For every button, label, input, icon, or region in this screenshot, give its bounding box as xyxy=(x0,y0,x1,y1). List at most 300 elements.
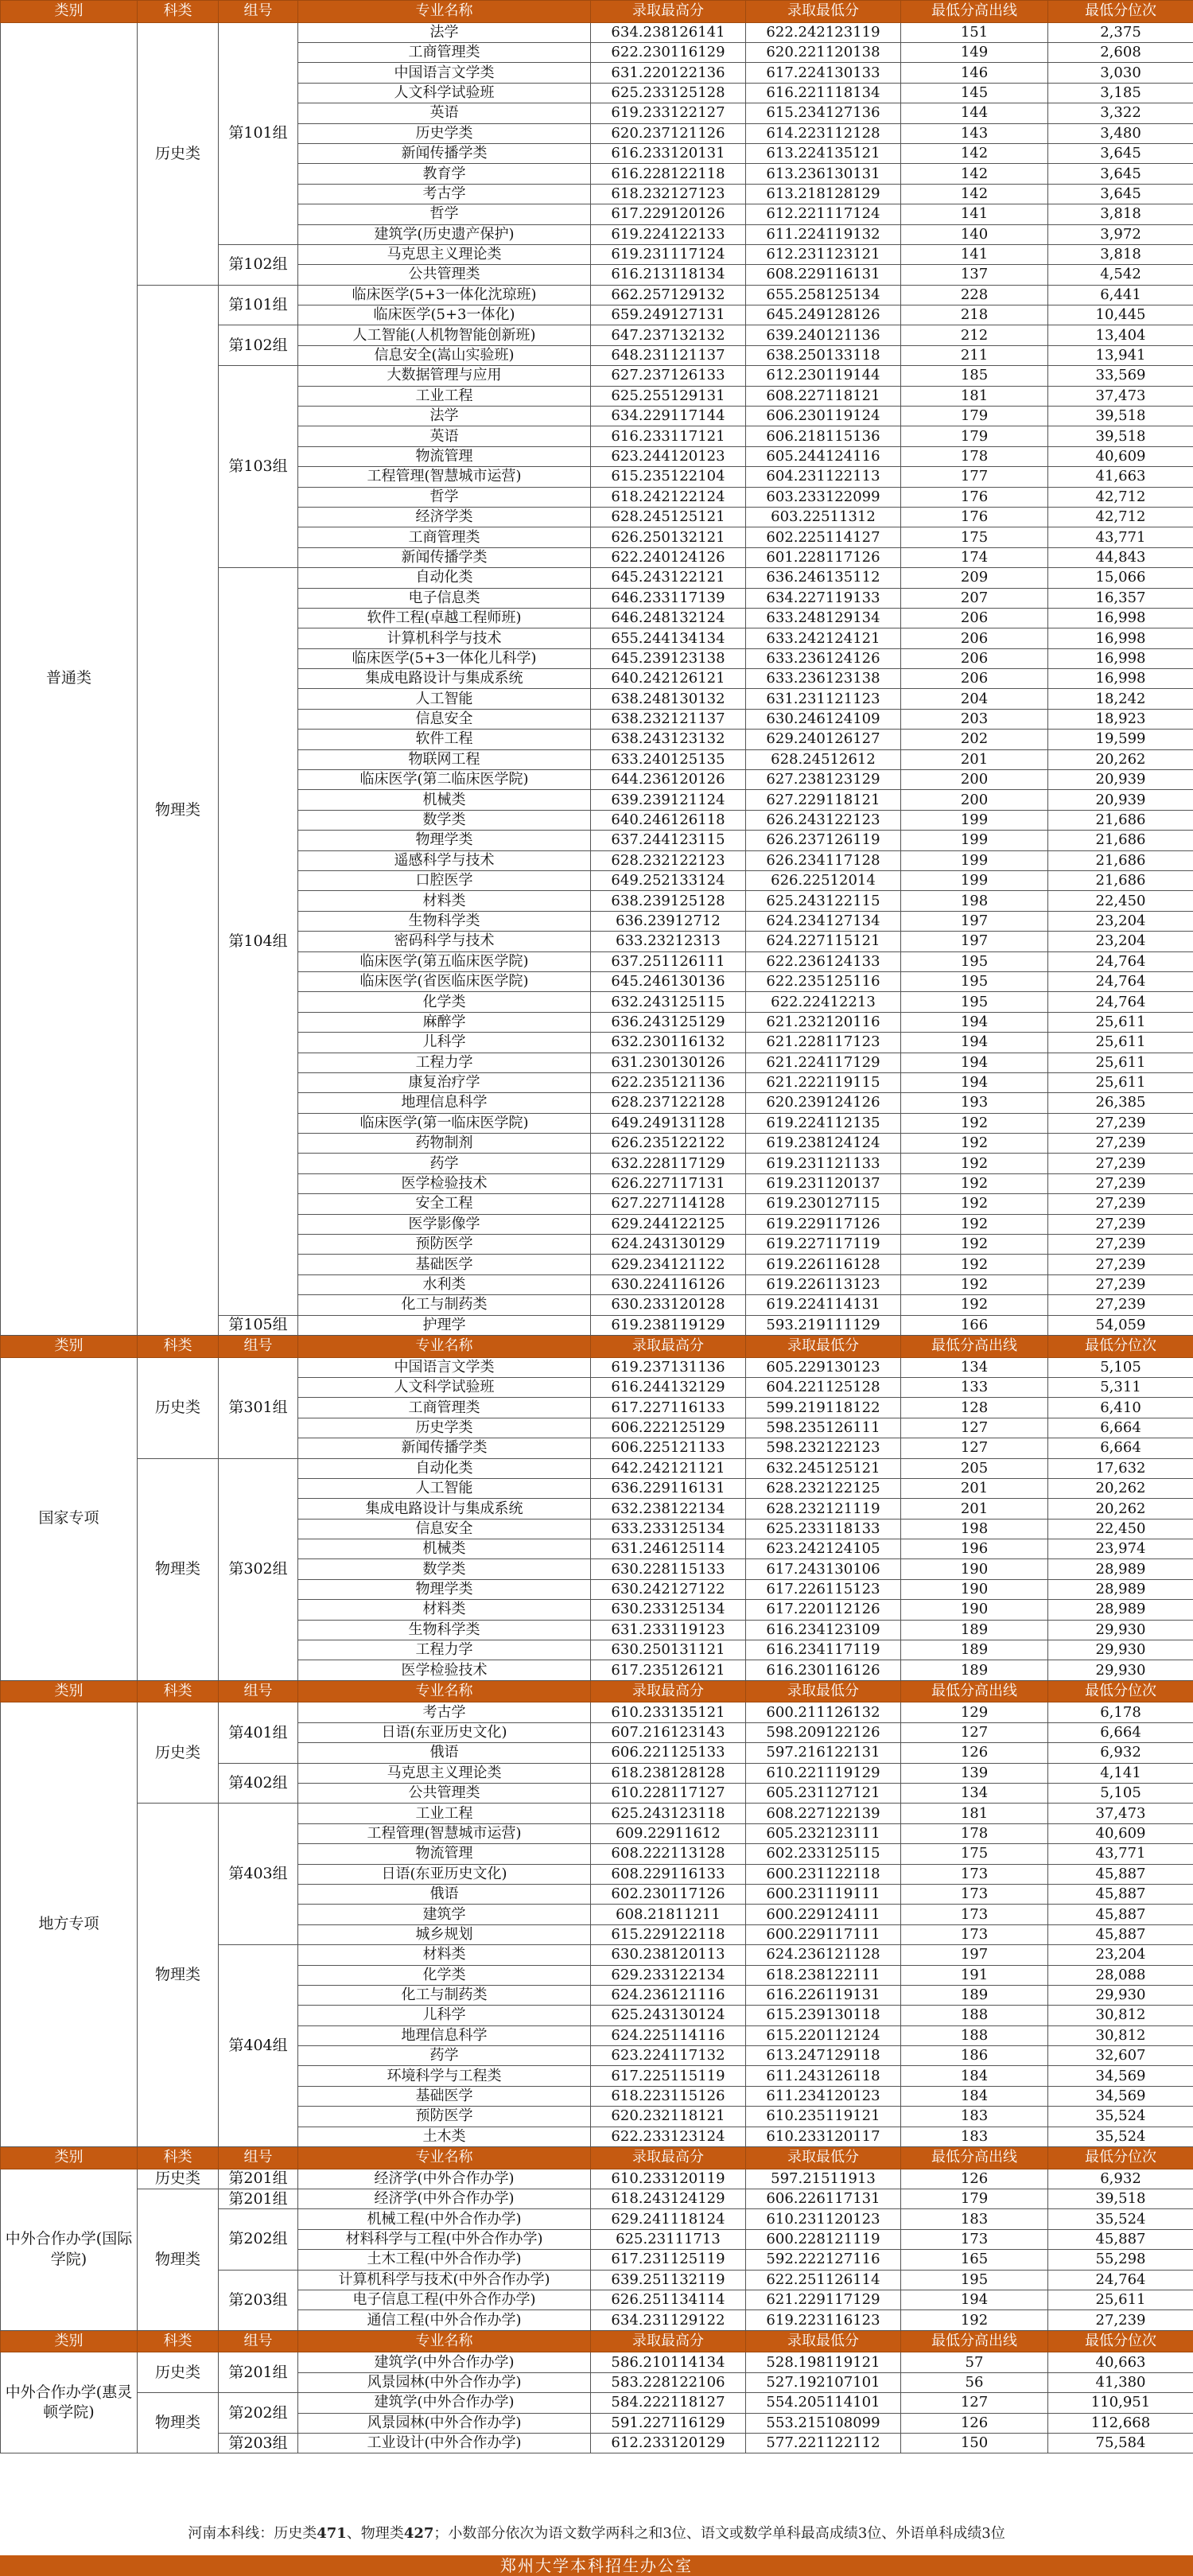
major-name-cell: 物理学类 xyxy=(298,1579,591,1599)
max-score-cell: 631.230130126 xyxy=(591,1053,746,1072)
min-rank-cell: 10,445 xyxy=(1048,305,1193,325)
column-header: 科类 xyxy=(138,1335,219,1357)
major-name-cell: 工程力学 xyxy=(298,1053,591,1072)
max-score-cell: 640.242126121 xyxy=(591,669,746,689)
min-score-cell: 621.222119115 xyxy=(746,1072,901,1092)
min-score-cell: 626.237126119 xyxy=(746,831,901,850)
max-score-cell: 626.251134114 xyxy=(591,2290,746,2309)
subject-cell: 物理类 xyxy=(138,2393,219,2453)
max-score-cell: 634.229117144 xyxy=(591,407,746,426)
max-score-cell: 622.240124126 xyxy=(591,547,746,567)
min-rank-cell: 35,524 xyxy=(1048,2127,1193,2146)
major-name-cell: 工业工程 xyxy=(298,386,591,406)
column-header: 组号 xyxy=(219,2330,298,2352)
max-score-cell: 617.235126121 xyxy=(591,1660,746,1680)
above-line-cell: 176 xyxy=(901,487,1048,507)
above-line-cell: 140 xyxy=(901,224,1048,244)
min-rank-cell: 28,989 xyxy=(1048,1579,1193,1599)
min-rank-cell: 27,239 xyxy=(1048,1235,1193,1255)
min-score-cell: 615.220112124 xyxy=(746,2025,901,2045)
group-cell: 第201组 xyxy=(219,2169,298,2189)
group-cell: 第102组 xyxy=(219,244,298,285)
min-rank-cell: 27,239 xyxy=(1048,1194,1193,1214)
max-score-cell: 637.244123115 xyxy=(591,831,746,850)
min-rank-cell: 27,239 xyxy=(1048,2310,1193,2330)
min-score-cell: 622.242123119 xyxy=(746,22,901,42)
major-name-cell: 地理信息科学 xyxy=(298,1093,591,1113)
max-score-cell: 618.232127123 xyxy=(591,184,746,204)
major-name-cell: 新闻传播学类 xyxy=(298,547,591,567)
min-rank-cell: 20,262 xyxy=(1048,749,1193,769)
max-score-cell: 619.224122133 xyxy=(591,224,746,244)
major-name-cell: 历史学类 xyxy=(298,123,591,143)
min-rank-cell: 30,812 xyxy=(1048,2025,1193,2045)
major-name-cell: 化学类 xyxy=(298,992,591,1012)
column-header: 录取最低分 xyxy=(746,2330,901,2352)
column-header: 专业名称 xyxy=(298,1,591,23)
subject-cell: 物理类 xyxy=(138,285,219,1335)
min-rank-cell: 6,932 xyxy=(1048,2169,1193,2189)
max-score-cell: 620.237121126 xyxy=(591,123,746,143)
score-note: 河南本科线：历史类471、物理类427；小数部分依次为语文数学两科之和3位、语文或数学单科最高成绩3位、外语单科成绩3位 xyxy=(188,2525,1005,2542)
max-score-cell: 636.229116131 xyxy=(591,1478,746,1498)
min-score-cell: 618.238122111 xyxy=(746,1965,901,1985)
min-rank-cell: 28,989 xyxy=(1048,1559,1193,1579)
min-rank-cell: 15,066 xyxy=(1048,568,1193,588)
min-score-cell: 603.233122099 xyxy=(746,487,901,507)
min-score-cell: 613.224135121 xyxy=(746,143,901,163)
above-line-cell: 201 xyxy=(901,749,1048,769)
max-score-cell: 639.251132119 xyxy=(591,2270,746,2290)
min-rank-cell: 27,239 xyxy=(1048,1134,1193,1154)
column-header: 最低分高出线 xyxy=(901,1335,1048,1357)
above-line-cell: 191 xyxy=(901,1965,1048,1985)
major-name-cell: 风景园林(中外合作办学) xyxy=(298,2372,591,2392)
major-name-cell: 自动化类 xyxy=(298,568,591,588)
max-score-cell: 616.233120131 xyxy=(591,143,746,163)
min-rank-cell: 3,480 xyxy=(1048,123,1193,143)
major-name-cell: 公共管理类 xyxy=(298,1783,591,1803)
min-rank-cell: 43,771 xyxy=(1048,527,1193,547)
major-name-cell: 英语 xyxy=(298,426,591,446)
max-score-cell: 648.231121137 xyxy=(591,345,746,365)
major-name-cell: 基础医学 xyxy=(298,1255,591,1274)
category-cell: 地方专项 xyxy=(1,1702,138,2147)
above-line-cell: 166 xyxy=(901,1315,1048,1335)
major-name-cell: 预防医学 xyxy=(298,1235,591,1255)
max-score-cell: 625.255129131 xyxy=(591,386,746,406)
max-score-cell: 583.228122106 xyxy=(591,2372,746,2392)
subject-cell: 历史类 xyxy=(138,2352,219,2393)
min-score-cell: 622.251126114 xyxy=(746,2270,901,2290)
major-name-cell: 建筑学(历史遗产保护) xyxy=(298,224,591,244)
min-rank-cell: 45,887 xyxy=(1048,2229,1193,2249)
min-rank-cell: 22,450 xyxy=(1048,1519,1193,1539)
above-line-cell: 205 xyxy=(901,1458,1048,1478)
min-score-cell: 593.219111129 xyxy=(746,1315,901,1335)
max-score-cell: 608.229116133 xyxy=(591,1864,746,1884)
above-line-cell: 183 xyxy=(901,2127,1048,2146)
major-name-cell: 物联网工程 xyxy=(298,749,591,769)
max-score-cell: 642.242121121 xyxy=(591,1458,746,1478)
above-line-cell: 201 xyxy=(901,1478,1048,1498)
max-score-cell: 649.249131128 xyxy=(591,1113,746,1133)
subject-cell: 物理类 xyxy=(138,1458,219,1680)
above-line-cell: 199 xyxy=(901,810,1048,830)
min-score-cell: 610.221119129 xyxy=(746,1763,901,1783)
group-cell: 第201组 xyxy=(219,2352,298,2393)
min-score-cell: 616.221118134 xyxy=(746,83,901,103)
max-score-cell: 630.224116126 xyxy=(591,1274,746,1294)
column-header: 组号 xyxy=(219,1335,298,1357)
above-line-cell: 201 xyxy=(901,1499,1048,1519)
max-score-cell: 645.243122121 xyxy=(591,568,746,588)
above-line-cell: 188 xyxy=(901,2006,1048,2025)
min-score-cell: 616.226119131 xyxy=(746,1985,901,2005)
above-line-cell: 165 xyxy=(901,2250,1048,2270)
above-line-cell: 206 xyxy=(901,628,1048,648)
min-score-cell: 619.231120137 xyxy=(746,1173,901,1193)
table-header-row xyxy=(1,2330,1193,2352)
group-cell: 第101组 xyxy=(219,22,298,244)
major-name-cell: 口腔医学 xyxy=(298,871,591,891)
min-rank-cell: 6,664 xyxy=(1048,1722,1193,1742)
above-line-cell: 149 xyxy=(901,42,1048,62)
above-line-cell: 150 xyxy=(901,2433,1048,2453)
min-score-cell: 629.240126127 xyxy=(746,730,901,749)
max-score-cell: 646.248132124 xyxy=(591,608,746,628)
max-score-cell: 615.235122104 xyxy=(591,467,746,487)
min-score-cell: 592.222127116 xyxy=(746,2250,901,2270)
min-rank-cell: 24,764 xyxy=(1048,951,1193,971)
above-line-cell: 198 xyxy=(901,891,1048,911)
min-score-cell: 616.234117119 xyxy=(746,1640,901,1660)
max-score-cell: 628.232122123 xyxy=(591,850,746,870)
above-line-cell: 173 xyxy=(901,1905,1048,1924)
max-score-cell: 632.243125115 xyxy=(591,992,746,1012)
column-header: 录取最高分 xyxy=(591,1,746,23)
max-score-cell: 622.233123124 xyxy=(591,2127,746,2146)
major-name-cell: 密码科学与技术 xyxy=(298,932,591,951)
min-rank-cell: 28,088 xyxy=(1048,1965,1193,1985)
min-rank-cell: 42,712 xyxy=(1048,487,1193,507)
major-name-cell: 新闻传播学类 xyxy=(298,1438,591,1458)
min-rank-cell: 39,518 xyxy=(1048,426,1193,446)
min-score-cell: 611.234120123 xyxy=(746,2086,901,2106)
min-rank-cell: 39,518 xyxy=(1048,2189,1193,2209)
max-score-cell: 647.237132132 xyxy=(591,325,746,345)
min-rank-cell: 35,524 xyxy=(1048,2209,1193,2229)
max-score-cell: 629.233122134 xyxy=(591,1965,746,1985)
major-name-cell: 安全工程 xyxy=(298,1194,591,1214)
group-cell: 第101组 xyxy=(219,285,298,325)
column-header: 类别 xyxy=(1,2330,138,2352)
min-score-cell: 622.235125116 xyxy=(746,971,901,991)
above-line-cell: 194 xyxy=(901,2290,1048,2309)
column-header: 最低分位次 xyxy=(1048,2147,1193,2169)
above-line-cell: 129 xyxy=(901,1702,1048,1722)
major-name-cell: 临床医学(第二临床医学院) xyxy=(298,770,591,790)
above-line-cell: 207 xyxy=(901,588,1048,608)
footer-banner: 郑州大学本科招生办公室 xyxy=(0,2555,1193,2576)
above-line-cell: 190 xyxy=(901,1559,1048,1579)
major-name-cell: 集成电路设计与集成系统 xyxy=(298,669,591,689)
above-line-cell: 56 xyxy=(901,2372,1048,2392)
major-name-cell: 机械工程(中外合作办学) xyxy=(298,2209,591,2229)
above-line-cell: 189 xyxy=(901,1620,1048,1640)
min-rank-cell: 33,569 xyxy=(1048,366,1193,386)
major-name-cell: 哲学 xyxy=(298,487,591,507)
group-cell: 第401组 xyxy=(219,1702,298,1763)
max-score-cell: 638.248130132 xyxy=(591,689,746,709)
table-row xyxy=(1,2393,1193,2413)
subject-cell: 物理类 xyxy=(138,2189,219,2331)
min-score-cell: 612.231123121 xyxy=(746,244,901,264)
column-header: 类别 xyxy=(1,1335,138,1357)
column-header: 专业名称 xyxy=(298,1680,591,1702)
above-line-cell: 126 xyxy=(901,2413,1048,2433)
above-line-cell: 206 xyxy=(901,669,1048,689)
min-score-cell: 628.24512612 xyxy=(746,749,901,769)
max-score-cell: 625.23111713 xyxy=(591,2229,746,2249)
min-score-cell: 616.234123109 xyxy=(746,1620,901,1640)
above-line-cell: 192 xyxy=(901,1274,1048,1294)
min-score-cell: 577.221122112 xyxy=(746,2433,901,2453)
column-header: 专业名称 xyxy=(298,2330,591,2352)
min-score-cell: 619.230127115 xyxy=(746,1194,901,1214)
max-score-cell: 633.233125134 xyxy=(591,1519,746,1539)
major-name-cell: 临床医学(5+3一体化) xyxy=(298,305,591,325)
min-rank-cell: 40,663 xyxy=(1048,2352,1193,2372)
min-score-cell: 636.246135112 xyxy=(746,568,901,588)
column-header: 录取最高分 xyxy=(591,1335,746,1357)
major-name-cell: 建筑学(中外合作办学) xyxy=(298,2352,591,2372)
min-rank-cell: 27,239 xyxy=(1048,1214,1193,1234)
subject-cell: 历史类 xyxy=(138,1357,219,1458)
major-name-cell: 药学 xyxy=(298,1154,591,1173)
major-name-cell: 经济学(中外合作办学) xyxy=(298,2189,591,2209)
above-line-cell: 199 xyxy=(901,831,1048,850)
group-cell: 第102组 xyxy=(219,325,298,366)
above-line-cell: 206 xyxy=(901,608,1048,628)
major-name-cell: 医学影像学 xyxy=(298,1214,591,1234)
above-line-cell: 188 xyxy=(901,2025,1048,2045)
major-name-cell: 地理信息科学 xyxy=(298,2025,591,2045)
min-rank-cell: 20,262 xyxy=(1048,1499,1193,1519)
group-cell: 第202组 xyxy=(219,2209,298,2270)
above-line-cell: 183 xyxy=(901,2209,1048,2229)
min-score-cell: 613.218128129 xyxy=(746,184,901,204)
min-rank-cell: 27,239 xyxy=(1048,1274,1193,1294)
min-score-cell: 626.243122123 xyxy=(746,810,901,830)
min-rank-cell: 26,385 xyxy=(1048,1093,1193,1113)
table-row xyxy=(1,2352,1193,2372)
max-score-cell: 612.233120129 xyxy=(591,2433,746,2453)
max-score-cell: 602.230117126 xyxy=(591,1884,746,1904)
min-rank-cell: 21,686 xyxy=(1048,831,1193,850)
max-score-cell: 625.243123118 xyxy=(591,1804,746,1823)
min-rank-cell: 6,664 xyxy=(1048,1418,1193,1438)
above-line-cell: 173 xyxy=(901,1864,1048,1884)
max-score-cell: 630.238120113 xyxy=(591,1945,746,1965)
min-score-cell: 615.239130118 xyxy=(746,2006,901,2025)
table-header-row xyxy=(1,1335,1193,1357)
above-line-cell: 194 xyxy=(901,1053,1048,1072)
min-score-cell: 606.226117131 xyxy=(746,2189,901,2209)
above-line-cell: 192 xyxy=(901,1295,1048,1315)
min-score-cell: 612.230119144 xyxy=(746,366,901,386)
above-line-cell: 184 xyxy=(901,2086,1048,2106)
above-line-cell: 186 xyxy=(901,2046,1048,2066)
major-name-cell: 护理学 xyxy=(298,1315,591,1335)
major-name-cell: 中国语言文学类 xyxy=(298,1357,591,1377)
major-name-cell: 预防医学 xyxy=(298,2107,591,2127)
above-line-cell: 228 xyxy=(901,285,1048,305)
min-score-cell: 605.232123111 xyxy=(746,1823,901,1843)
min-score-cell: 622.236124133 xyxy=(746,951,901,971)
min-rank-cell: 29,930 xyxy=(1048,1660,1193,1680)
max-score-cell: 584.222118127 xyxy=(591,2393,746,2413)
max-score-cell: 620.232118121 xyxy=(591,2107,746,2127)
major-name-cell: 考古学 xyxy=(298,184,591,204)
table-row xyxy=(1,1702,1193,1722)
min-rank-cell: 28,989 xyxy=(1048,1600,1193,1620)
min-rank-cell: 40,609 xyxy=(1048,1823,1193,1843)
above-line-cell: 195 xyxy=(901,992,1048,1012)
major-name-cell: 哲学 xyxy=(298,204,591,224)
min-score-cell: 554.205114101 xyxy=(746,2393,901,2413)
min-score-cell: 616.230116126 xyxy=(746,1660,901,1680)
max-score-cell: 645.239123138 xyxy=(591,648,746,668)
min-score-cell: 608.227118121 xyxy=(746,386,901,406)
major-name-cell: 临床医学(第五临床医学院) xyxy=(298,951,591,971)
max-score-cell: 630.233125134 xyxy=(591,1600,746,1620)
major-name-cell: 医学检验技术 xyxy=(298,1660,591,1680)
min-rank-cell: 55,298 xyxy=(1048,2250,1193,2270)
min-score-cell: 600.229124111 xyxy=(746,1905,901,1924)
min-score-cell: 626.22512014 xyxy=(746,871,901,891)
major-name-cell: 机械类 xyxy=(298,790,591,810)
min-score-cell: 619.238124124 xyxy=(746,1134,901,1154)
min-rank-cell: 20,262 xyxy=(1048,1478,1193,1498)
min-rank-cell: 25,611 xyxy=(1048,1012,1193,1032)
min-rank-cell: 6,441 xyxy=(1048,285,1193,305)
above-line-cell: 192 xyxy=(901,1255,1048,1274)
major-name-cell: 遥感科学与技术 xyxy=(298,850,591,870)
min-score-cell: 617.243130106 xyxy=(746,1559,901,1579)
min-rank-cell: 3,645 xyxy=(1048,164,1193,184)
min-score-cell: 619.231121133 xyxy=(746,1154,901,1173)
major-name-cell: 基础医学 xyxy=(298,2086,591,2106)
above-line-cell: 144 xyxy=(901,103,1048,123)
above-line-cell: 200 xyxy=(901,790,1048,810)
min-rank-cell: 4,141 xyxy=(1048,1763,1193,1783)
major-name-cell: 俄语 xyxy=(298,1884,591,1904)
major-name-cell: 教育学 xyxy=(298,164,591,184)
min-score-cell: 605.244124116 xyxy=(746,446,901,466)
min-score-cell: 625.233118133 xyxy=(746,1519,901,1539)
min-score-cell: 611.243126118 xyxy=(746,2066,901,2086)
min-score-cell: 605.231127121 xyxy=(746,1783,901,1803)
max-score-cell: 627.227114128 xyxy=(591,1194,746,1214)
min-rank-cell: 25,611 xyxy=(1048,1072,1193,1092)
max-score-cell: 636.23912712 xyxy=(591,911,746,931)
above-line-cell: 181 xyxy=(901,386,1048,406)
major-name-cell: 生物科学类 xyxy=(298,911,591,931)
min-rank-cell: 27,239 xyxy=(1048,1173,1193,1193)
subject-cell: 历史类 xyxy=(138,1702,219,1804)
min-rank-cell: 20,939 xyxy=(1048,770,1193,790)
major-name-cell: 集成电路设计与集成系统 xyxy=(298,1499,591,1519)
min-score-cell: 597.21511913 xyxy=(746,2169,901,2189)
major-name-cell: 工业工程 xyxy=(298,1804,591,1823)
max-score-cell: 586.210114134 xyxy=(591,2352,746,2372)
above-line-cell: 176 xyxy=(901,507,1048,527)
major-name-cell: 药学 xyxy=(298,2046,591,2066)
min-score-cell: 619.224112135 xyxy=(746,1113,901,1133)
max-score-cell: 630.250131121 xyxy=(591,1640,746,1660)
table-row xyxy=(1,1458,1193,1478)
min-rank-cell: 42,712 xyxy=(1048,507,1193,527)
major-name-cell: 英语 xyxy=(298,103,591,123)
above-line-cell: 197 xyxy=(901,932,1048,951)
min-score-cell: 598.209122126 xyxy=(746,1722,901,1742)
min-score-cell: 633.236123138 xyxy=(746,669,901,689)
above-line-cell: 173 xyxy=(901,1924,1048,1944)
min-rank-cell: 27,239 xyxy=(1048,1154,1193,1173)
max-score-cell: 609.22911612 xyxy=(591,1823,746,1843)
min-score-cell: 617.224130133 xyxy=(746,63,901,83)
max-score-cell: 645.246130136 xyxy=(591,971,746,991)
min-score-cell: 639.240121136 xyxy=(746,325,901,345)
min-rank-cell: 18,242 xyxy=(1048,689,1193,709)
above-line-cell: 196 xyxy=(901,1539,1048,1559)
min-rank-cell: 24,764 xyxy=(1048,992,1193,1012)
min-score-cell: 598.235126111 xyxy=(746,1418,901,1438)
above-line-cell: 133 xyxy=(901,1377,1048,1397)
major-name-cell: 风景园林(中外合作办学) xyxy=(298,2413,591,2433)
max-score-cell: 630.233120128 xyxy=(591,1295,746,1315)
min-score-cell: 599.219118122 xyxy=(746,1398,901,1418)
table-header-row xyxy=(1,1,1193,23)
min-score-cell: 623.242124105 xyxy=(746,1539,901,1559)
min-rank-cell: 21,686 xyxy=(1048,850,1193,870)
above-line-cell: 206 xyxy=(901,648,1048,668)
min-rank-cell: 37,473 xyxy=(1048,386,1193,406)
min-score-cell: 605.229130123 xyxy=(746,1357,901,1377)
above-line-cell: 199 xyxy=(901,850,1048,870)
min-rank-cell: 32,607 xyxy=(1048,2046,1193,2066)
above-line-cell: 194 xyxy=(901,1012,1048,1032)
min-rank-cell: 45,887 xyxy=(1048,1924,1193,1944)
max-score-cell: 615.229122118 xyxy=(591,1924,746,1944)
column-header: 最低分高出线 xyxy=(901,2147,1048,2169)
min-score-cell: 621.228117123 xyxy=(746,1033,901,1053)
major-name-cell: 电子信息类 xyxy=(298,588,591,608)
above-line-cell: 141 xyxy=(901,244,1048,264)
min-score-cell: 622.22412213 xyxy=(746,992,901,1012)
above-line-cell: 192 xyxy=(901,1113,1048,1133)
max-score-cell: 631.246125114 xyxy=(591,1539,746,1559)
min-rank-cell: 16,998 xyxy=(1048,648,1193,668)
min-rank-cell: 5,105 xyxy=(1048,1357,1193,1377)
above-line-cell: 200 xyxy=(901,770,1048,790)
min-rank-cell: 44,843 xyxy=(1048,547,1193,567)
above-line-cell: 199 xyxy=(901,871,1048,891)
major-name-cell: 通信工程(中外合作办学) xyxy=(298,2310,591,2330)
max-score-cell: 649.252133124 xyxy=(591,871,746,891)
max-score-cell: 622.235121136 xyxy=(591,1072,746,1092)
